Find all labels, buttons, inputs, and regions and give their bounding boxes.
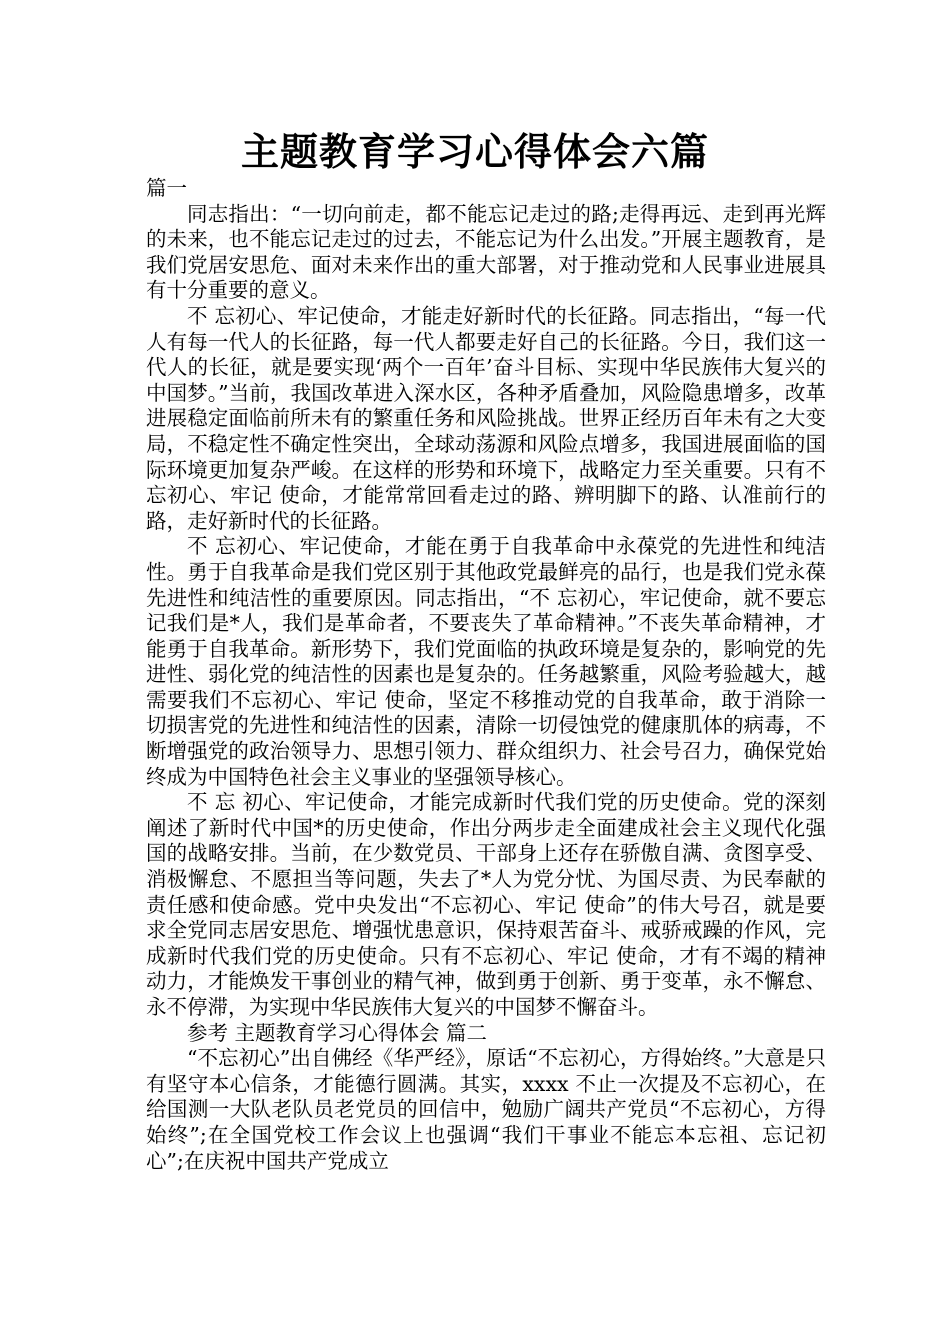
section-heading: 参考 主题教育学习心得体会 篇二 bbox=[187, 1020, 488, 1045]
paragraph: 不 忘初心、牢记使命，才能在勇于自我革命中永葆党的先进性和纯洁性。勇于自我革命是我们党区别于其他政党最鲜亮的品行，也是我们党永葆先进性和纯洁性的重要原因。同志指出，“不 忘初心，牢记使命，就不要忘记我们是*人，我们是革命者，不要丧失了革命精神。”不丧失革命精神，才能勇于自我革命。新形势下，我们党面临的执政环境是复杂的，影响党的先进性、弱化党的纯洁性的因素也是复杂的。任务越繁重，风险考验越大，越需要我们不忘初心、牢记 使命，坚定不移推动党的自我革命，敢于消除一切损害党的先进性和纯洁性的因素，清除一切侵蚀党的健康肌体的病毒，不断增强党的政治领导力、思想引领力、群众组织力、社会号召力，确保党始终成为中国特色社会主义事业的坚强领导核心。 bbox=[146, 534, 826, 789]
document-title: 主题教育学习心得体会六篇 bbox=[240, 130, 709, 174]
paragraph: 不 忘初心、牢记使命，才能走好新时代的长征路。同志指出，“每一代人有每一代人的长征路，每一代人都要走好自己的长征路。今日，我们这一代人的长征，就是要实现‘两个一百年’奋斗目标、实现中华民族伟大复兴的中国梦。”当前，我国改革进入深水区，各种矛盾叠加，风险隐患增多，改革进展稳定面临前所未有的繁重任务和风险挑战。世界正经历百年未有之大变局，不稳定性不确定性突出，全球动荡源和风险点增多，我国进展面临的国际环境更加复杂严峻。在这样的形势和环境下，战略定力至关重要。只有不忘初心、牢记 使命，才能常常回看走过的路、辨明脚下的路、认准前行的路，走好新时代的长征路。 bbox=[146, 303, 826, 533]
paragraph: 不 忘 初心、牢记使命，才能完成新时代我们党的历史使命。党的深刻阐述了新时代中国*的历史使命，作出分两步走全面建成社会主义现代化强国的战略安排。当前，在少数党员、干部身上还存在骄傲自满、贪图享受、消极懈怠、不愿担当等问题，失去了*人为党分忧、为国尽责、为民奉献的责任感和使命感。党中央发出“不忘初心、牢记 使命”的伟大号召，就是要求全党同志居安思危、增强忧患意识，保持艰苦奋斗、戒骄戒躁的作风，完成新时代我们党的历史使命。只有不忘初心、牢记 使命，才有不竭的精神动力，才能焕发干事创业的精气神，做到勇于创新、勇于变革，永不懈怠、永不停滞，为实现中华民族伟大复兴的中国梦不懈奋斗。 bbox=[146, 790, 826, 1019]
section-label: 篇一 bbox=[146, 176, 187, 200]
paragraph: “不忘初心”出自佛经《华严经》，原话“不忘初心，方得始终。”大意是只有坚守本心信条，才能德行圆满。其实，xxxx 不止一次提及不忘初心，在给国测一大队老队员老党员的回信中，勉励广阔共产党员“不忘初心，方得始终”;在全国党校工作会议上也强调“我们干事业不能忘本忘祖、忘记初心”;在庆祝中国共产党成立 bbox=[146, 1046, 826, 1173]
paragraph: 同志指出：“一切向前走，都不能忘记走过的路;走得再远、走到再光辉的未来，也不能忘记走过的过去，不能忘记为什么出发。”开展主题教育，是我们党居安思危、面对未来作出的重大部署，对于推动党和人民事业进展具有十分重要的意义。 bbox=[146, 201, 826, 303]
document-body bbox=[146, 176, 826, 1174]
